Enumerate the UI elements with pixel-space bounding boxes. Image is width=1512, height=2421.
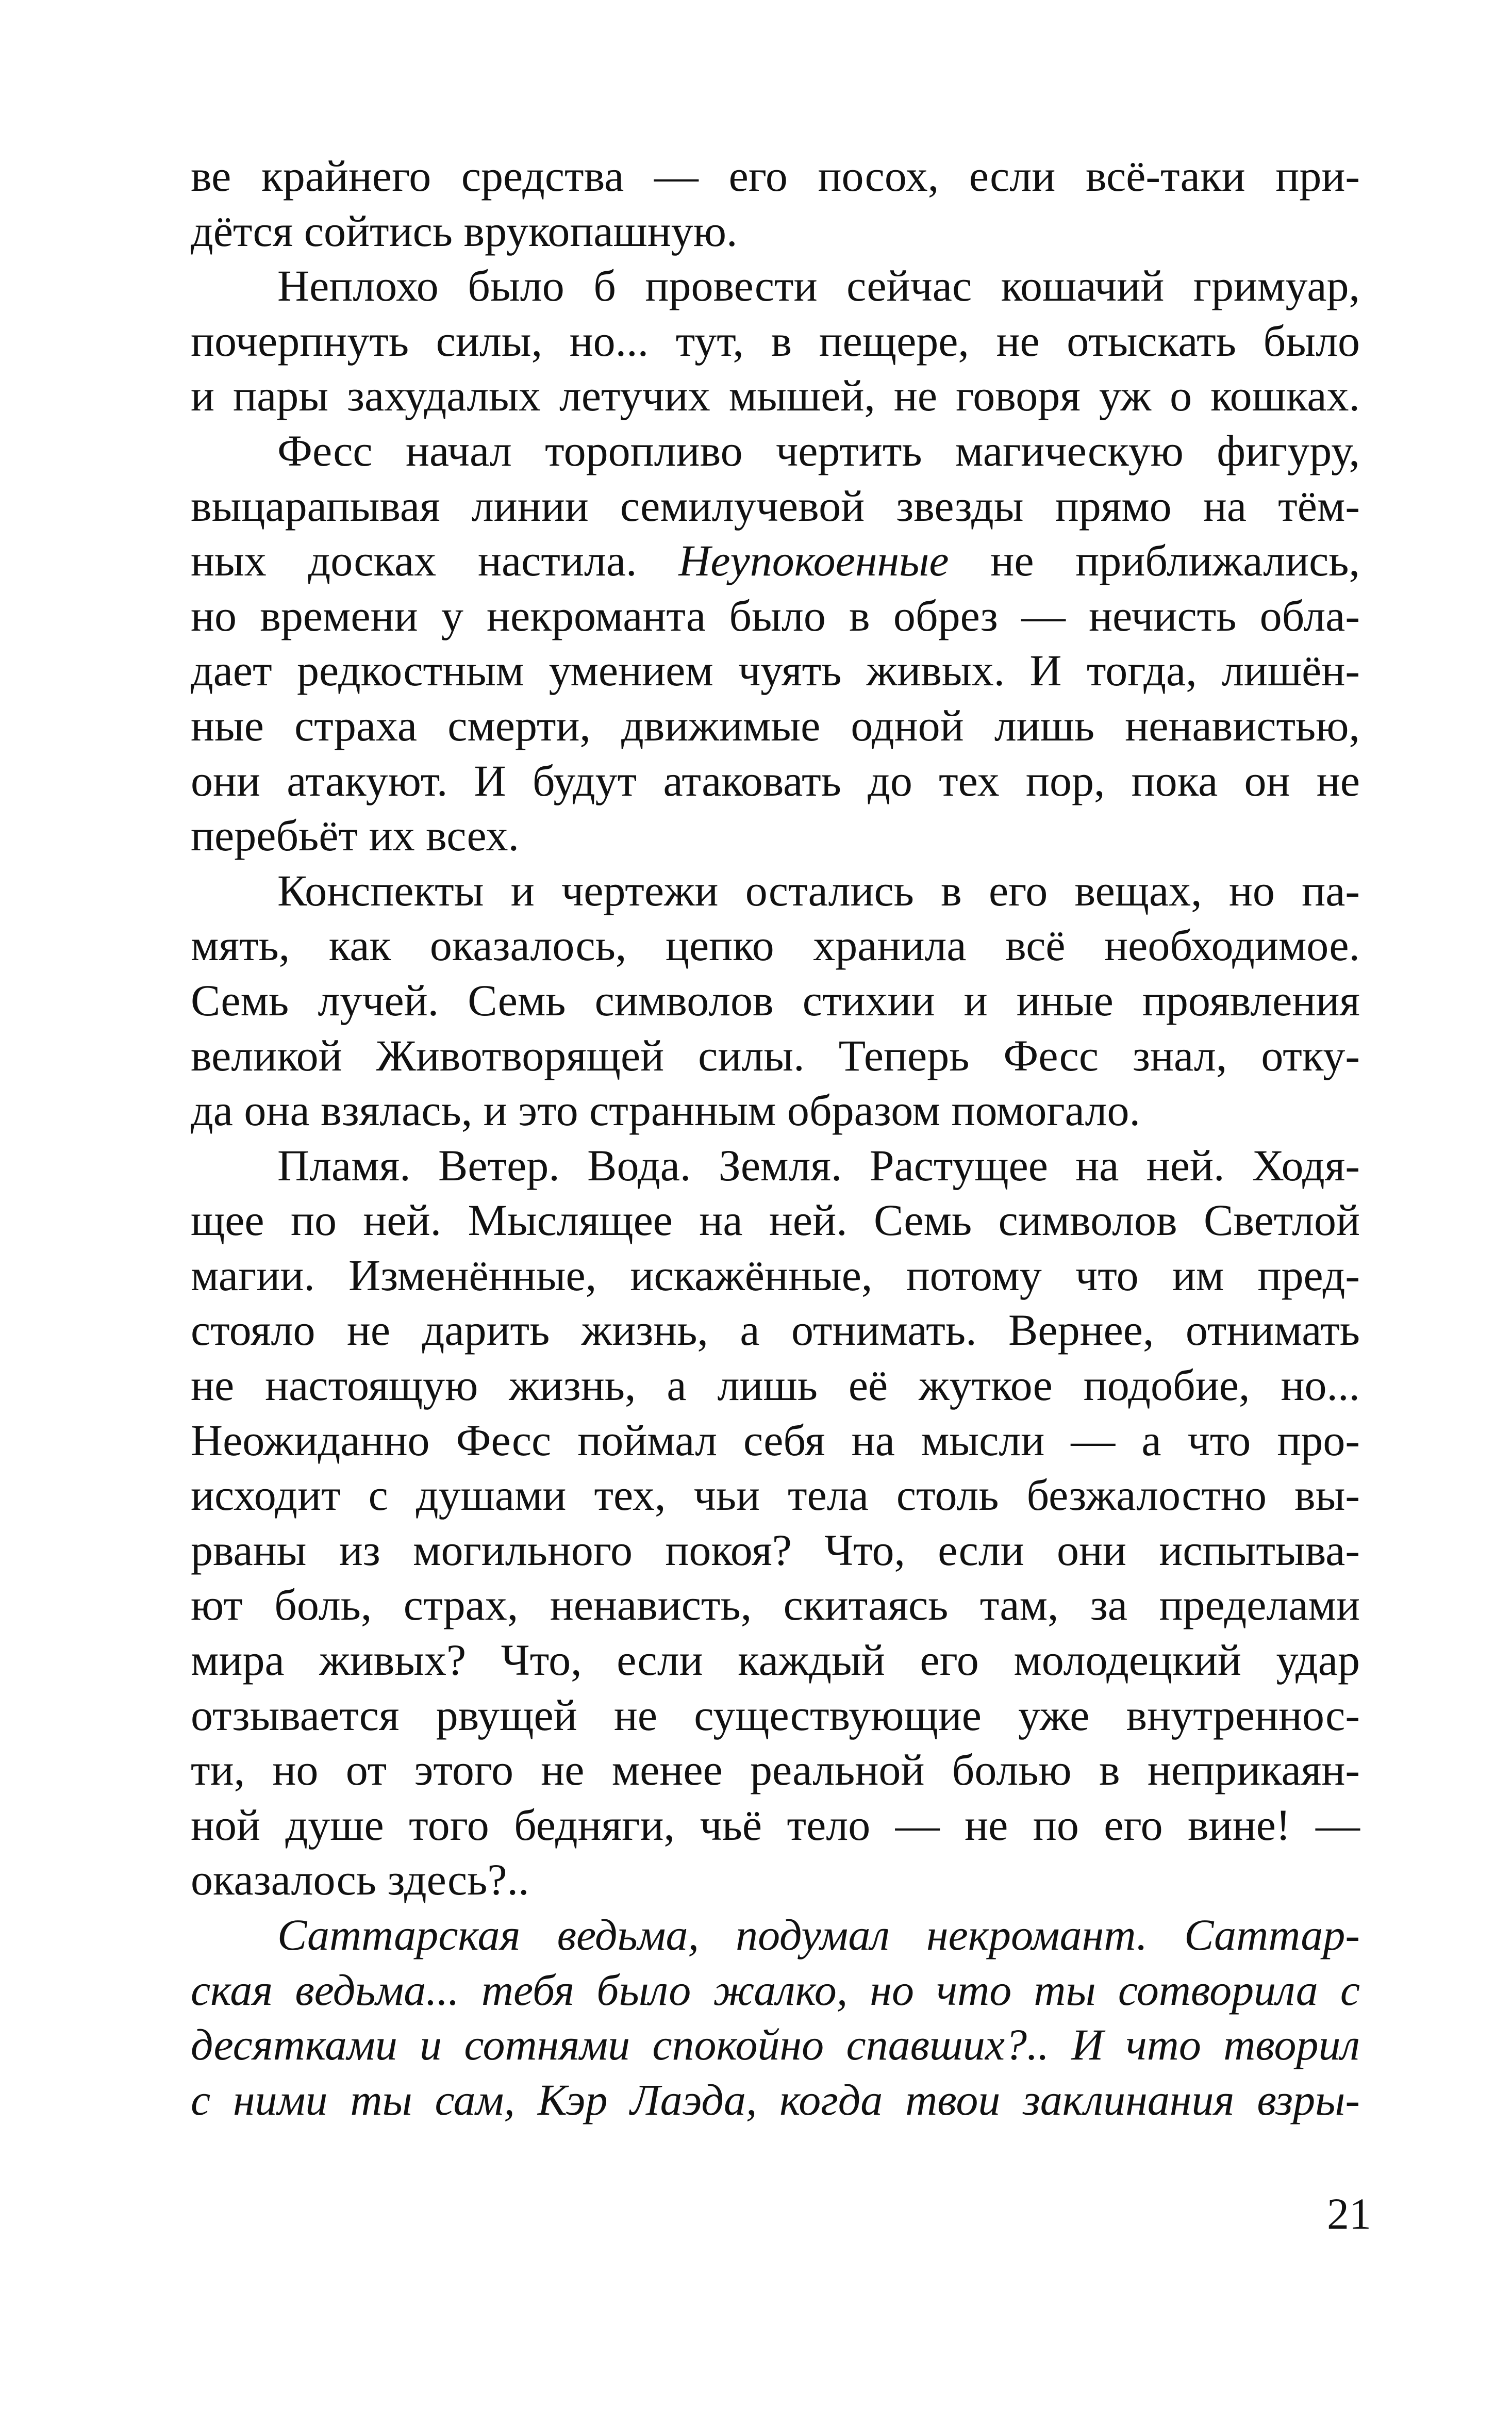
paragraph-first-line: Конспекты и чертежи остались в его вещах, но па- bbox=[277, 865, 1360, 915]
text-line: щее по ней. Мыслящее на ней. Семь символов Светлой bbox=[191, 1195, 1360, 1245]
text-line: не настоящую жизнь, а лишь её жуткое подобие, но... bbox=[191, 1360, 1360, 1410]
text-line-mixed bbox=[191, 533, 1360, 588]
text-line: ют боль, страх, ненависть, скитаясь там, за пределами bbox=[191, 1580, 1360, 1630]
text-line: рваны из могильного покоя? Что, если они испытыва- bbox=[191, 1525, 1360, 1575]
text-line: но времени у некроманта было в обрез — нечисть обла- bbox=[191, 590, 1360, 640]
italic-text-line: десятками и сотнями спокойно спавших?.. И что творил bbox=[191, 2020, 1360, 2070]
text-line: магии. Изменённые, искажённые, потому что им пред- bbox=[191, 1250, 1360, 1300]
text-line: перебьёт их всех. bbox=[191, 811, 519, 861]
paragraph-first-line: Неплохо было б провести сейчас кошачий гримуар, bbox=[277, 261, 1360, 311]
page-number: 21 bbox=[1327, 2189, 1371, 2238]
text-line: ти, но от этого не менее реальной болью в неприкаян- bbox=[191, 1745, 1360, 1795]
italic-text-line: с ними ты сам, Кэр Лаэда, когда твои заклинания взры- bbox=[191, 2074, 1360, 2124]
text-line: они атакуют. И будут атаковать до тех пор, пока он не bbox=[191, 755, 1360, 805]
italic-word: Неупокоенные bbox=[678, 536, 949, 586]
text-line: великой Животворящей силы. Теперь Фесс знал, отку- bbox=[191, 1030, 1360, 1080]
paragraph-first-line: Фесс начал торопливо чертить магическую фигуру, bbox=[277, 425, 1360, 475]
paragraph-first-line: Пламя. Ветер. Вода. Земля. Растущее на ней. Ходя- bbox=[277, 1140, 1360, 1190]
text-line: ве крайнего средства — его посох, если всё-таки при- bbox=[191, 151, 1360, 201]
text-segment: не приближались, bbox=[990, 536, 1360, 586]
text-line: оказалось здесь?.. bbox=[191, 1855, 529, 1905]
text-line: Семь лучей. Семь символов стихии и иные проявления bbox=[191, 975, 1360, 1025]
text-line: дётся сойтись врукопашную. bbox=[191, 206, 738, 256]
italic-text-line: ская ведьма... тебя было жалко, но что ты сотворила с bbox=[191, 1965, 1360, 2015]
text-line: почерпнуть силы, но... тут, в пещере, не отыскать было bbox=[191, 316, 1360, 366]
text-line: и пары захудалых летучих мышей, не говоря уж о кошках. bbox=[191, 371, 1360, 421]
body-text bbox=[191, 149, 1360, 2127]
text-segment: ных досках настила. bbox=[191, 536, 637, 586]
text-line: Неожиданно Фесс поймал себя на мысли — а что про- bbox=[191, 1415, 1360, 1465]
text-line: мять, как оказалось, цепко хранила всё необходимое. bbox=[191, 920, 1360, 970]
text-line: ной душе того бедняги, чьё тело — не по его вине! — bbox=[191, 1800, 1360, 1850]
italic-paragraph-first-line: Саттарская ведьма, подумал некромант. Саттар- bbox=[277, 1910, 1360, 1959]
text-line: да она взялась, и это странным образом помогало. bbox=[191, 1085, 1140, 1135]
text-line: выцарапывая линии семилучевой звезды прямо на тём- bbox=[191, 481, 1360, 531]
text-line: мира живых? Что, если каждый его молодецкий удар bbox=[191, 1635, 1360, 1685]
text-line: исходит с душами тех, чьи тела столь безжалостно вы- bbox=[191, 1470, 1360, 1520]
text-line: стояло не дарить жизнь, а отнимать. Вернее, отнимать bbox=[191, 1305, 1360, 1355]
text-line: дает редкостным умением чуять живых. И тогда, лишён- bbox=[191, 646, 1360, 696]
text-line: отзывается рвущей не существующие уже внутреннос- bbox=[191, 1690, 1360, 1740]
text-line: ные страха смерти, движимые одной лишь ненавистью, bbox=[191, 700, 1360, 750]
